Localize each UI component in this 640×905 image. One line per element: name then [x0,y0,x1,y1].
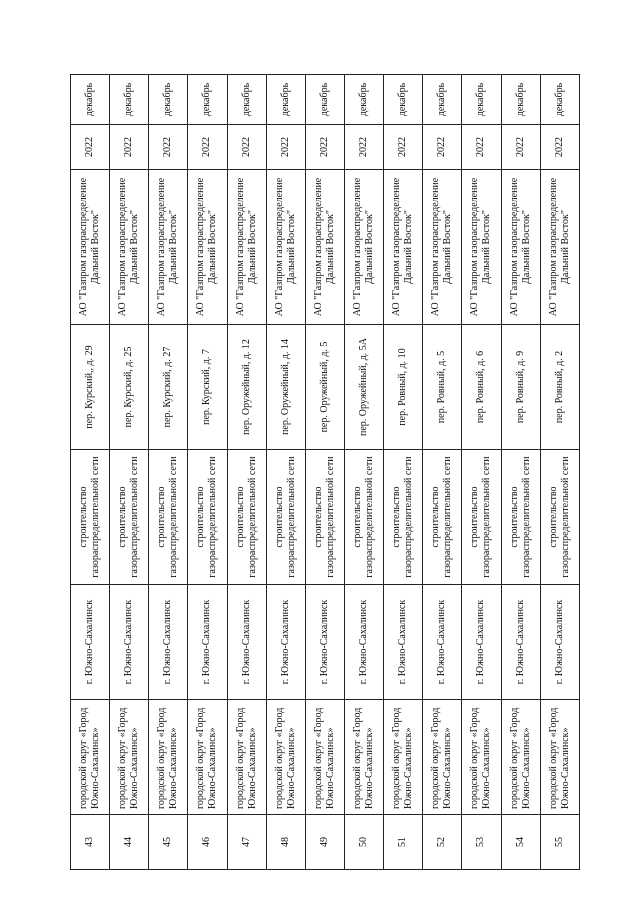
city-cell: г. Южно-Сахалинск [540,585,579,700]
year-cell: 2022 [384,125,423,170]
city-cell: г. Южно-Сахалинск [227,585,266,700]
table-row [110,75,149,870]
table-row [149,75,188,870]
address-cell: пер. Курский, д. 25 [110,325,149,450]
row-number: 52 [423,815,462,870]
district-cell: городской округ «Город Южно-Сахалинск» [266,700,305,815]
table-row [266,75,305,870]
owner-cell: АО "Газпром газораспределение Дальний Восток" [227,170,266,325]
work-type-cell: строительство газораспределительной сети [305,450,344,585]
month-cell: декабрь [462,75,501,125]
work-type-cell: строительство газораспределительной сети [110,450,149,585]
district-cell: городской округ «Город Южно-Сахалинск» [188,700,227,815]
year-cell: 2022 [462,125,501,170]
month-cell: декабрь [110,75,149,125]
year-cell: 2022 [266,125,305,170]
work-type-cell: строительство газораспределительной сети [266,450,305,585]
address-cell: пер. Оружейный, д. 5 [305,325,344,450]
row-number: 51 [384,815,423,870]
work-type-cell: строительство газораспределительной сети [227,450,266,585]
rotated-table-wrapper [70,75,580,870]
year-cell: 2022 [227,125,266,170]
work-type-cell: строительство газораспределительной сети [423,450,462,585]
table-row [462,75,501,870]
work-type-cell: строительство газораспределительной сети [188,450,227,585]
table-row [501,75,540,870]
city-cell: г. Южно-Сахалинск [462,585,501,700]
address-cell: пер. Курский,, д. 29 [71,325,110,450]
year-cell: 2022 [71,125,110,170]
city-cell: г. Южно-Сахалинск [501,585,540,700]
city-cell: г. Южно-Сахалинск [188,585,227,700]
city-cell: г. Южно-Сахалинск [305,585,344,700]
row-number: 50 [344,815,383,870]
row-number: 48 [266,815,305,870]
table-row [344,75,383,870]
district-cell: городской округ «Город Южно-Сахалинск» [149,700,188,815]
city-cell: г. Южно-Сахалинск [344,585,383,700]
year-cell: 2022 [540,125,579,170]
work-type-cell: строительство газораспределительной сети [384,450,423,585]
city-cell: г. Южно-Сахалинск [71,585,110,700]
address-cell: пер. Курский, д. 27 [149,325,188,450]
month-cell: декабрь [384,75,423,125]
month-cell: декабрь [305,75,344,125]
month-cell: декабрь [423,75,462,125]
row-number: 43 [71,815,110,870]
month-cell: декабрь [501,75,540,125]
city-cell: г. Южно-Сахалинск [110,585,149,700]
table-row [71,75,110,870]
row-number: 49 [305,815,344,870]
month-cell: декабрь [188,75,227,125]
address-cell: пер. Ровный, д. 5 [423,325,462,450]
table-row [384,75,423,870]
city-cell: г. Южно-Сахалинск [266,585,305,700]
address-cell: пер. Оружейный, д. 14 [266,325,305,450]
owner-cell: АО "Газпром газораспределение Дальний Восток" [501,170,540,325]
district-cell: городской округ «Город Южно-Сахалинск» [462,700,501,815]
row-number: 44 [110,815,149,870]
owner-cell: АО "Газпром газораспределение Дальний Восток" [384,170,423,325]
city-cell: г. Южно-Сахалинск [149,585,188,700]
address-cell: пер. Курский, д. 7 [188,325,227,450]
owner-cell: АО "Газпром газораспределение Дальний Восток" [188,170,227,325]
table-row [540,75,579,870]
owner-cell: АО "Газпром газораспределение Дальний Восток" [540,170,579,325]
table-row [423,75,462,870]
month-cell: декабрь [71,75,110,125]
owner-cell: АО "Газпром газораспределение Дальний Восток" [266,170,305,325]
district-cell: городской округ «Город Южно-Сахалинск» [305,700,344,815]
address-cell: пер. Оружейный, д. 12 [227,325,266,450]
address-cell: пер. Оружейный, д. 5А [344,325,383,450]
address-cell: пер. Ровный, д. 6 [462,325,501,450]
year-cell: 2022 [149,125,188,170]
month-cell: декабрь [540,75,579,125]
year-cell: 2022 [423,125,462,170]
city-cell: г. Южно-Сахалинск [384,585,423,700]
work-type-cell: строительство газораспределительной сети [149,450,188,585]
address-cell: пер. Ровный, д. 2 [540,325,579,450]
month-cell: декабрь [149,75,188,125]
year-cell: 2022 [188,125,227,170]
owner-cell: АО "Газпром газораспределение Дальний Восток" [149,170,188,325]
owner-cell: АО "Газпром газораспределение Дальний Восток" [71,170,110,325]
month-cell: декабрь [227,75,266,125]
owner-cell: АО "Газпром газораспределение Дальний Восток" [462,170,501,325]
work-type-cell: строительство газораспределительной сети [501,450,540,585]
district-cell: городской округ «Город Южно-Сахалинск» [110,700,149,815]
month-cell: декабрь [344,75,383,125]
year-cell: 2022 [344,125,383,170]
work-type-cell: строительство газораспределительной сети [344,450,383,585]
row-number: 55 [540,815,579,870]
month-cell: декабрь [266,75,305,125]
owner-cell: АО "Газпром газораспределение Дальний Восток" [423,170,462,325]
row-number: 45 [149,815,188,870]
city-cell: г. Южно-Сахалинск [423,585,462,700]
owner-cell: АО "Газпром газораспределение Дальний Восток" [305,170,344,325]
gas-network-table [70,74,580,870]
district-cell: городской округ «Город Южно-Сахалинск» [71,700,110,815]
row-number: 46 [188,815,227,870]
table-body [71,75,580,870]
district-cell: городской округ «Город Южно-Сахалинск» [344,700,383,815]
district-cell: городской округ «Город Южно-Сахалинск» [540,700,579,815]
table-row [227,75,266,870]
table-row [188,75,227,870]
work-type-cell: строительство газораспределительной сети [540,450,579,585]
table-row [305,75,344,870]
address-cell: пер. Ровный, д. 10 [384,325,423,450]
address-cell: пер. Ровный, д. 9 [501,325,540,450]
owner-cell: АО "Газпром газораспределение Дальний Восток" [344,170,383,325]
row-number: 47 [227,815,266,870]
year-cell: 2022 [305,125,344,170]
district-cell: городской округ «Город Южно-Сахалинск» [384,700,423,815]
year-cell: 2022 [110,125,149,170]
district-cell: городской округ «Город Южно-Сахалинск» [227,700,266,815]
work-type-cell: строительство газораспределительной сети [462,450,501,585]
row-number: 54 [501,815,540,870]
district-cell: городской округ «Город Южно-Сахалинск» [501,700,540,815]
district-cell: городской округ «Город Южно-Сахалинск» [423,700,462,815]
year-cell: 2022 [501,125,540,170]
owner-cell: АО "Газпром газораспределение Дальний Восток" [110,170,149,325]
work-type-cell: строительство газораспределительной сети [71,450,110,585]
row-number: 53 [462,815,501,870]
